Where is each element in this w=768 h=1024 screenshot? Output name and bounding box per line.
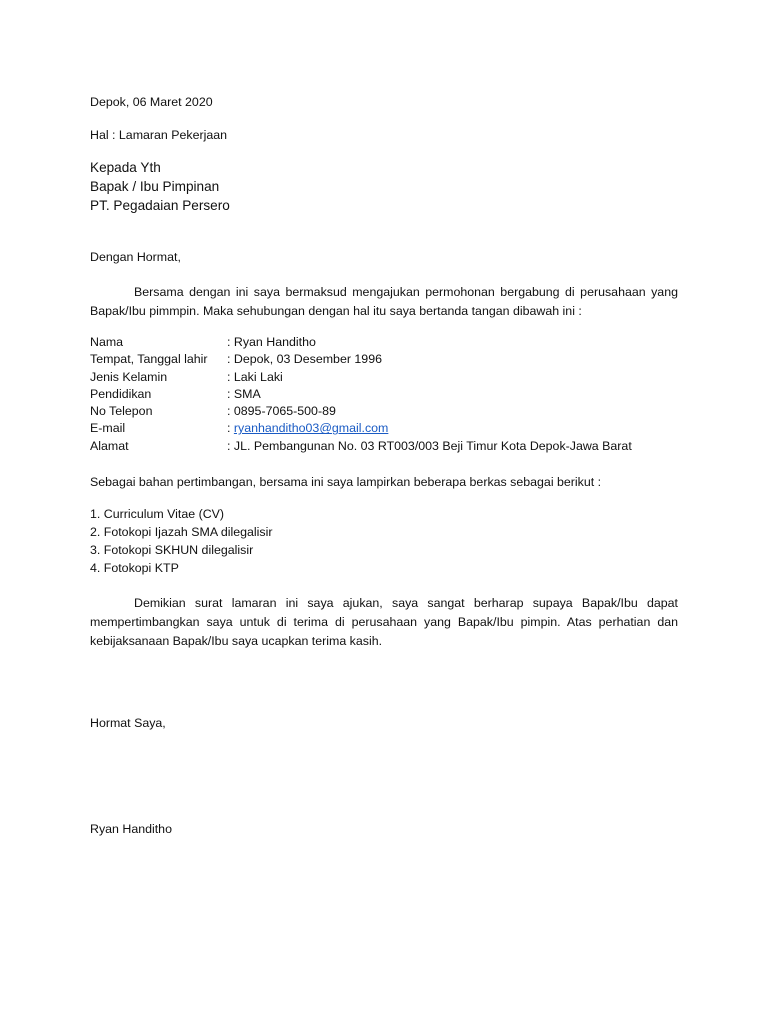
identity-row — [90, 404, 632, 421]
identity-label: Tempat, Tanggal lahir — [90, 352, 208, 367]
attachments-list — [90, 507, 273, 579]
identity-value: : Ryan Handitho — [227, 335, 316, 349]
email-colon: : — [227, 421, 234, 436]
list-item: 4. Fotokopi KTP — [90, 561, 179, 575]
identity-label: Nama — [90, 335, 124, 349]
list-item: 2. Fotokopi Ijazah SMA dilegalisir — [90, 525, 273, 539]
letter-date: Depok, 06 Maret 2020 — [90, 95, 213, 109]
identity-row — [90, 421, 632, 438]
letter-subject: Hal : Lamaran Pekerjaan — [90, 128, 228, 142]
sign-off: Hormat Saya, — [90, 716, 166, 730]
recipient-line: Bapak / Ibu Pimpinan — [90, 179, 220, 194]
list-item: 3. Fotokopi SKHUN dilegalisir — [90, 543, 254, 557]
identity-value: : JL. Pembangunan No. 03 RT003/003 Beji Timur Kota Depok-Jawa Barat — [227, 438, 632, 453]
identity-table — [90, 335, 632, 456]
identity-label: Pendidikan — [90, 386, 152, 401]
identity-value: : Laki Laki — [227, 369, 283, 384]
greeting: Dengan Hormat, — [90, 250, 181, 264]
identity-value: : Depok, 03 Desember 1996 — [227, 352, 382, 367]
identity-label: E-mail — [90, 421, 126, 436]
identity-row — [90, 352, 632, 369]
identity-row — [90, 387, 632, 404]
identity-label: No Telepon — [90, 404, 153, 419]
closing-paragraph-text: Demikian surat lamaran ini saya ajukan, saya sangat berharap supaya Bapak/Ibu dapat mempertimbangkan saya untuk di terima di perusahaan yang Bapak/Ibu pimpin. Atas perhatian dan kebijaksanaan Bapak/Ibu saya ucapkan terima kasih. — [90, 596, 678, 648]
identity-value: : SMA — [227, 386, 261, 401]
identity-row — [90, 439, 632, 456]
attachments-intro: Sebagai bahan pertimbangan, bersama ini saya lampirkan beberapa berkas sebagai berikut : — [90, 475, 602, 489]
identity-row — [90, 335, 632, 352]
intro-paragraph — [90, 283, 678, 321]
recipient-line: Kepada Yth — [90, 160, 161, 175]
list-item: 1. Curriculum Vitae (CV) — [90, 507, 225, 521]
identity-value: : 0895-7065-500-89 — [227, 404, 336, 419]
email-link[interactable]: ryanhanditho03@gmail.com — [233, 421, 389, 436]
identity-row — [90, 370, 632, 387]
closing-paragraph — [90, 594, 678, 651]
identity-label: Jenis Kelamin — [90, 369, 168, 384]
recipient-line: PT. Pegadaian Persero — [90, 198, 230, 213]
signature-name: Ryan Handitho — [90, 822, 172, 836]
identity-label: Alamat — [90, 438, 129, 453]
intro-paragraph-text: Bersama dengan ini saya bermaksud mengajukan permohonan bergabung di perusahaan yang Bapak/Ibu pimmpin. Maka sehubungan dengan hal itu saya bertanda tangan dibawah ini : — [90, 285, 678, 318]
